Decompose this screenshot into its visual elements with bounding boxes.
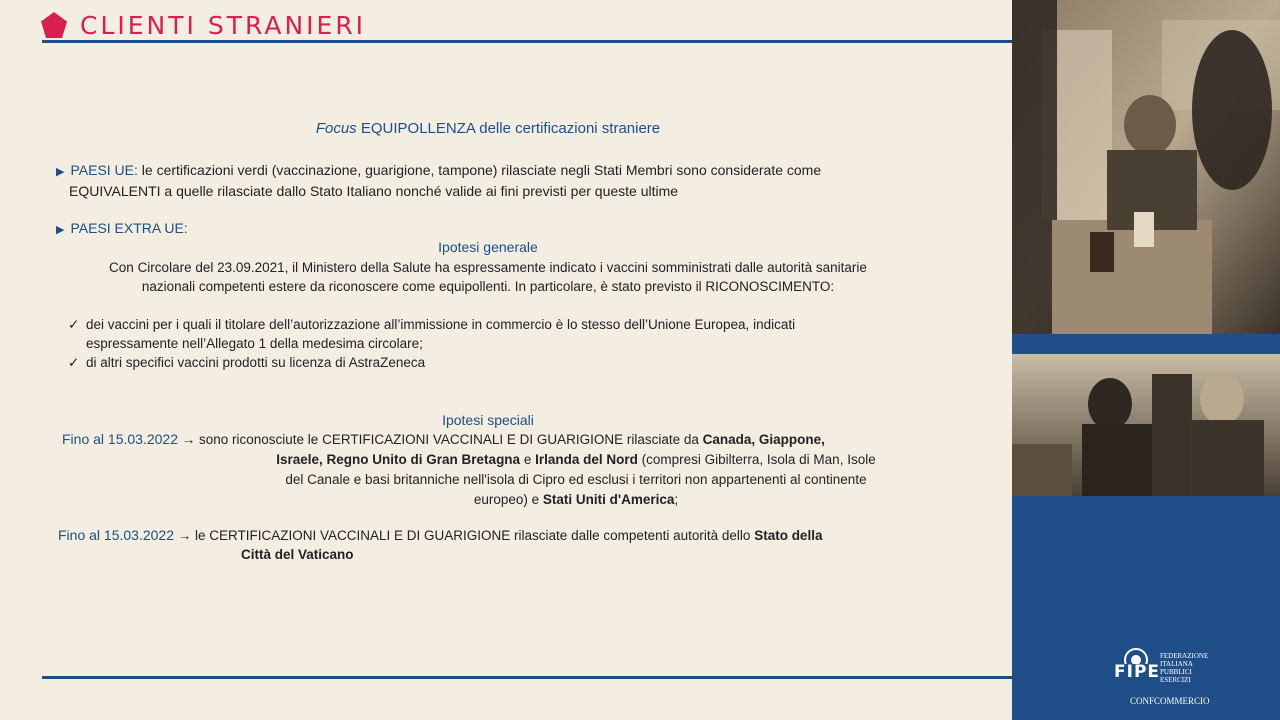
check-item-1 xyxy=(68,315,928,353)
item2-date: Fino al 15.03.2022 xyxy=(58,527,174,543)
generale-paragraph xyxy=(40,258,936,296)
speciali-heading: Ipotesi speciali xyxy=(442,412,534,428)
speciali-item-1 xyxy=(62,429,942,450)
check-item-2 xyxy=(68,353,928,372)
logo-line3: PUBBLICI xyxy=(1160,668,1192,676)
generale-heading: Ipotesi generale xyxy=(438,239,538,255)
item1-b2: Israele, Regno Unito di Gran Bretagna xyxy=(276,452,521,467)
item1-b1: Canada, Giappone, xyxy=(702,432,825,447)
speciali-item-2 xyxy=(58,525,938,546)
confcommercio-label: CONFCOMMERCIO xyxy=(1130,696,1210,706)
slide-title: CLIENTI STRANIERI xyxy=(80,10,367,40)
item1-t3: (compresi Gibilterra, Isola di Man, Isole xyxy=(637,452,876,467)
focus-italic: Focus xyxy=(315,120,357,137)
item1-b4: Stati Uniti d'America xyxy=(542,492,675,507)
checkmark-icon: ✓ xyxy=(68,317,80,332)
speciali-item-1-cont xyxy=(176,450,976,510)
triangle-bullet-icon: ▶ xyxy=(56,166,65,178)
item2-arrow: → xyxy=(173,528,195,543)
logo-fullname xyxy=(1160,652,1208,684)
train-station-photo xyxy=(1012,354,1280,496)
item1-t5: europeo) e xyxy=(473,492,543,507)
ue-line1: le certificazioni verdi (vaccinazione, guarigione, tampone) rilasciate negli Stati Membri sono considerate come xyxy=(137,162,822,178)
slide-header xyxy=(40,10,366,40)
cafe-photo xyxy=(1012,0,1280,334)
ue-line2: EQUIVALENTI a quelle rilasciate dallo Stato Italiano nonché valide ai fini previsti per queste ultime xyxy=(69,183,679,199)
focus-heading xyxy=(0,120,976,137)
generale-line1: Con Circolare del 23.09.2021, il Ministero della Salute ha espressamente indicato i vaccini somministrati dalle autorità sanitarie xyxy=(109,260,867,275)
extra-ue-label: PAESI EXTRA UE: xyxy=(70,220,188,236)
item2-b1: Stato della xyxy=(754,528,823,543)
item1-t4: del Canale e basi britanniche nell'isola di Cipro ed esclusi i territori non appartenenti al continente xyxy=(285,472,867,487)
logo-acronym: FIPE xyxy=(1114,662,1161,682)
top-divider xyxy=(42,40,1012,43)
ue-bullet xyxy=(56,161,821,201)
extra-ue-bullet xyxy=(56,219,188,240)
check1-line2: espressamente nell’Allegato 1 della medesima circolare; xyxy=(86,336,423,351)
item1-t6: ; xyxy=(674,492,679,507)
generale-line2: nazionali competenti estere da riconoscere come equipollenti. In particolare, è stato previsto il RICONOSCIMENTO: xyxy=(141,279,835,294)
triangle-bullet-icon: ▶ xyxy=(56,224,65,236)
logo-line2: ITALIANA xyxy=(1160,660,1193,668)
focus-rest: EQUIPOLLENZA delle certificazioni straniere xyxy=(356,120,661,137)
ue-label: PAESI UE: xyxy=(70,162,138,178)
logo-line4: ESERCIZI xyxy=(1160,676,1191,684)
item1-t1: sono riconosciute le CERTIFICAZIONI VACCINALI E DI GUARIGIONE rilasciate da xyxy=(199,432,703,447)
check1-line1: dei vaccini per i quali il titolare dell’autorizzazione all’immissione in commercio è lo stesso dell’Unione Europea, indicati xyxy=(86,317,796,332)
item2-t1: le CERTIFICAZIONI VACCINALI E DI GUARIGIONE rilasciate dalle competenti autorità dello xyxy=(195,528,755,543)
speciali-item-2-cont xyxy=(241,545,841,565)
fipe-logo xyxy=(1108,646,1218,712)
item1-arrow: → xyxy=(177,432,199,447)
pentagon-icon xyxy=(40,11,68,39)
item1-t2: e xyxy=(520,452,536,467)
item1-date: Fino al 15.03.2022 xyxy=(62,431,178,447)
check2-line1: di altri specifici vaccini prodotti su licenza di AstraZeneca xyxy=(86,355,426,370)
item2-b2: Città del Vaticano xyxy=(241,547,354,562)
checkmark-icon: ✓ xyxy=(68,355,80,370)
logo-line1: FEDERAZIONE xyxy=(1160,652,1209,660)
bottom-divider xyxy=(42,676,1012,679)
item1-b3: Irlanda del Nord xyxy=(535,452,638,467)
